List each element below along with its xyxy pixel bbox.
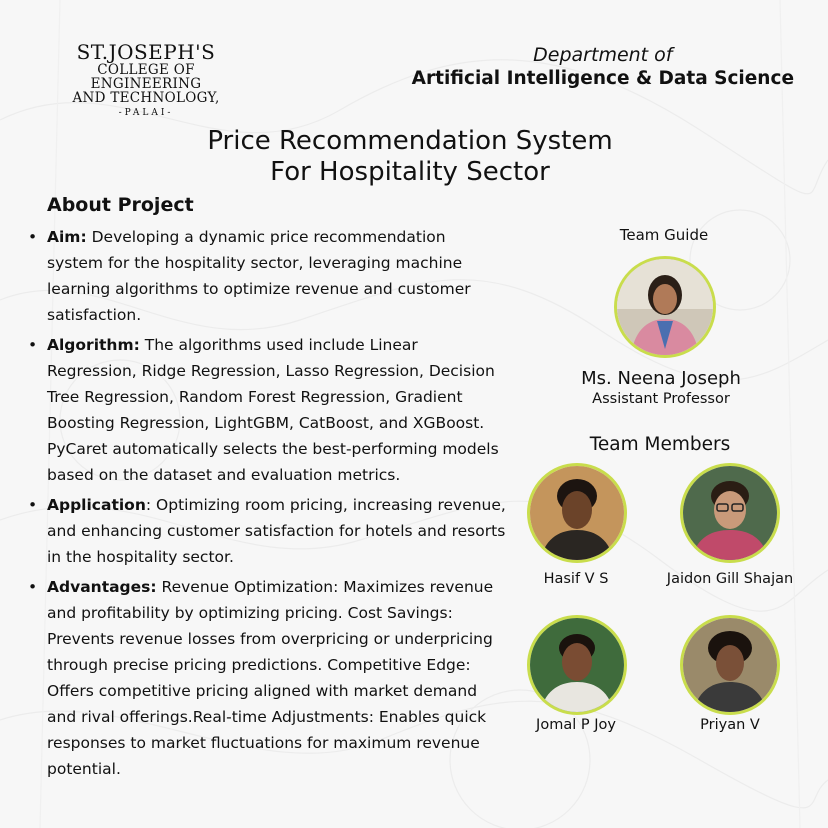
avatar-icon [530, 618, 624, 712]
about-heading: About Project [47, 194, 194, 216]
team-guide-label: Team Guide [619, 226, 709, 244]
bullet-advantages [28, 574, 506, 782]
member-photo-jaidon [680, 463, 780, 563]
bullet-label: Advantages: [47, 578, 157, 596]
member-photo-priyan [680, 615, 780, 715]
bullet-text: Revenue Optimization: Maximizes revenue and profitability by optimizing pricing. Cost Savings: Prevents revenue losses from overpricing or underpricing through precise pricing predictions. Competitive Edge: Offers competitive pricing aligned with market demand and rival offerings.Real-time Adjustments: Enables quick responses to market fluctuations for maximum revenue potential. [47, 578, 494, 778]
bullet-text: The algorithms used include Linear Regression, Ridge Regression, Lasso Regression, Decision Tree Regression, Random Forest Regression, Gradient Boosting Regression, LightGBM, CatBoost, and XGBoost. PyCaret automatically selects the best-performing models based on the dataset and evaluation metrics. [47, 336, 499, 484]
member-name: Jomal P Joy [536, 717, 616, 733]
avatar-icon [683, 618, 777, 712]
page-title [100, 126, 720, 188]
bullet-label: Algorithm: [47, 336, 140, 354]
department-name: Artificial Intelligence & Data Science [411, 68, 794, 89]
logo-line-3: AND TECHNOLOGY, [72, 90, 220, 106]
bullet-label: Application [47, 496, 146, 514]
bullet-text: : Optimizing room pricing, increasing revenue, and enhancing customer satisfaction for hotels and resorts in the hospitality sector. [47, 496, 506, 566]
department-prefix: Department of [533, 44, 673, 66]
department-header [412, 44, 794, 89]
about-bullet-list [28, 224, 506, 786]
guide-role: Assistant Professor [592, 391, 730, 407]
bullet-dot: • [28, 578, 38, 596]
title-line-1: Price Recommendation System [207, 126, 613, 156]
team-members-heading: Team Members [589, 434, 731, 455]
guide-photo [614, 256, 716, 358]
bullet-aim [28, 224, 506, 328]
logo-line-2: COLLEGE OF ENGINEERING [90, 62, 202, 92]
member-photo-hasif [527, 463, 627, 563]
bullet-algorithm [28, 332, 506, 488]
avatar-icon [617, 259, 713, 355]
avatar-icon [683, 466, 777, 560]
guide-name: Ms. Neena Joseph [581, 368, 741, 389]
member-photo-jomal [527, 615, 627, 715]
member-name: Jaidon Gill Shajan [666, 571, 794, 587]
bullet-label: Aim: [47, 228, 87, 246]
avatar-icon [530, 466, 624, 560]
bullet-dot: • [28, 496, 38, 514]
bullet-text: Developing a dynamic price recommendation system for the hospitality sector, leveraging machine learning algorithms to optimize revenue and customer satisfaction. [47, 228, 471, 324]
bullet-application [28, 492, 506, 570]
logo-line-1: ST.JOSEPH'S [76, 40, 216, 64]
title-line-2: For Hospitality Sector [270, 157, 550, 187]
bullet-dot: • [28, 228, 38, 246]
logo-line-4: -PALAI- [118, 107, 174, 118]
member-name: Priyan V [700, 717, 760, 733]
member-name: Hasif V S [543, 571, 609, 587]
college-logo [46, 42, 246, 118]
bullet-dot: • [28, 336, 38, 354]
